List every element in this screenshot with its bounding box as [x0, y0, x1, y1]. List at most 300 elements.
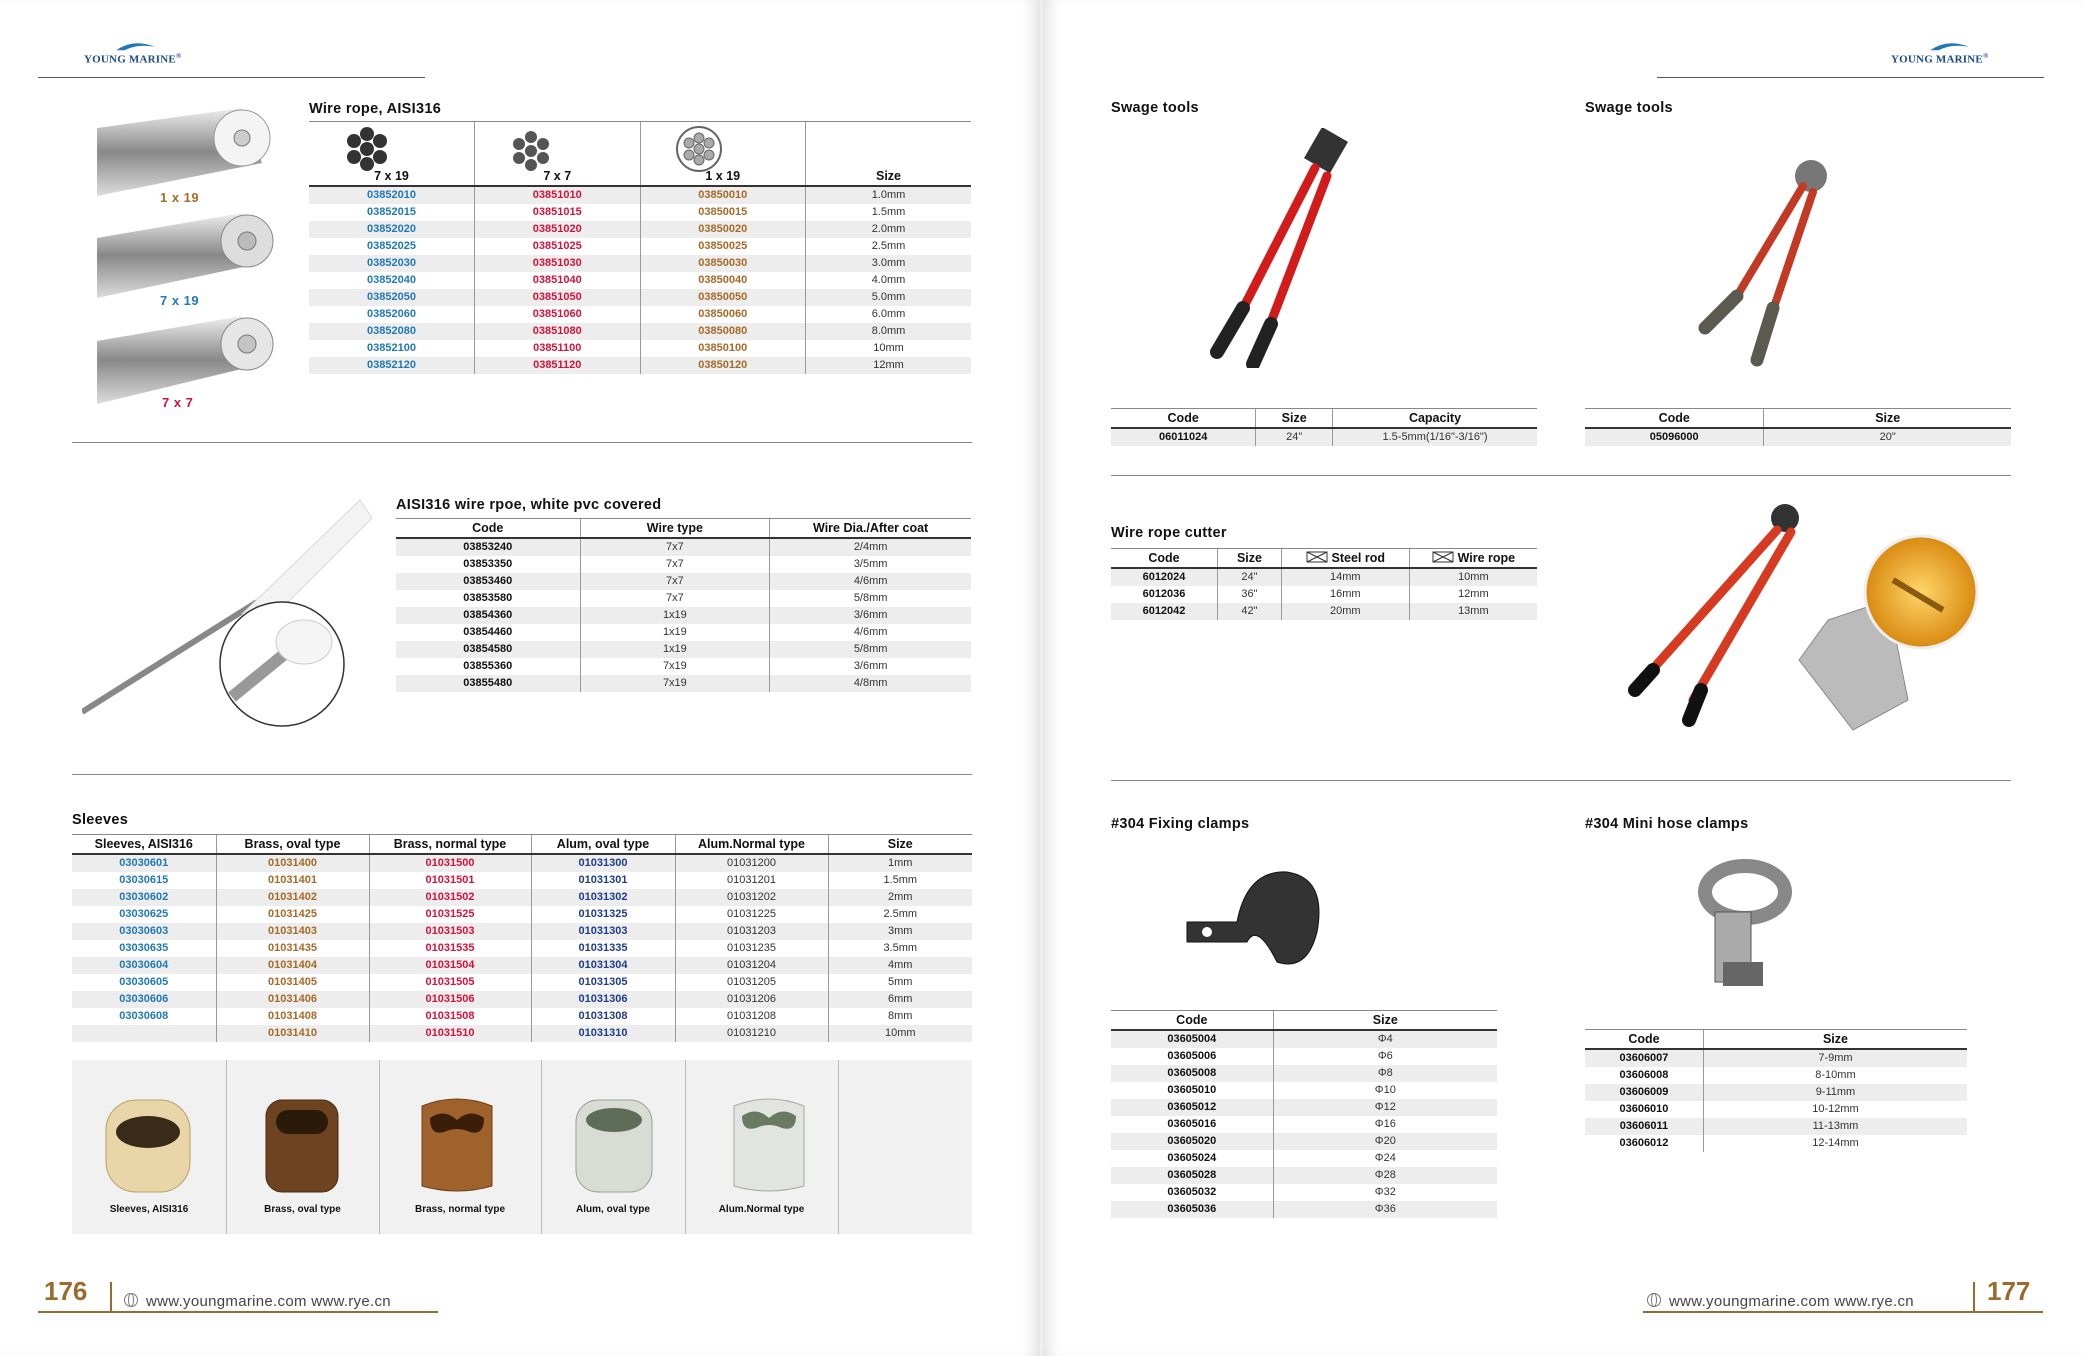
- table-cell: 01031502: [369, 889, 531, 906]
- table-cell: 7x19: [580, 658, 770, 675]
- table-cell: 03850040: [640, 272, 806, 289]
- swage2-table: [1585, 408, 2011, 446]
- table-cell: 03854360: [396, 607, 580, 624]
- table-cell: 14mm: [1281, 568, 1409, 586]
- side-label-7x7: 7 x 7: [162, 395, 194, 410]
- table-cell: 03605012: [1111, 1099, 1273, 1116]
- table-cell: 2.0mm: [806, 221, 972, 238]
- table-row: [1111, 1201, 1497, 1218]
- table-cell: 01031401: [216, 872, 369, 889]
- table-cell: 03855360: [463, 660, 513, 672]
- table-cell: 03850100: [640, 340, 806, 357]
- table-cell: 1.5mm: [828, 872, 972, 889]
- table-cell: 03605004: [1111, 1030, 1273, 1048]
- table-cell: 10mm: [1409, 568, 1537, 586]
- table-cell: 01031435: [216, 940, 369, 957]
- sleeve-brass-oval-image: [262, 1096, 342, 1196]
- table-row: [72, 906, 972, 923]
- steel-rod-icon: [1306, 551, 1328, 563]
- table-row: [1111, 1133, 1497, 1150]
- wire-rope-images: [92, 108, 277, 408]
- table-row: [396, 641, 971, 658]
- table-cell: 03851050: [475, 289, 641, 306]
- table-row: [1585, 1135, 1967, 1152]
- table-cell: 6012036: [1142, 588, 1186, 600]
- table-cell: 20mm: [1281, 603, 1409, 620]
- table-cell: 01031406: [216, 991, 369, 1008]
- sleeves-title: Sleeves: [72, 812, 129, 828]
- table-cell: 06011024: [1111, 428, 1256, 446]
- brand-name: YOUNG MARINE: [1891, 53, 1983, 66]
- table-cell: Φ16: [1273, 1116, 1497, 1133]
- table-row: [396, 556, 971, 573]
- footer-url-right-text: www.youngmarine.com www.rye.cn: [1669, 1293, 1914, 1310]
- table-cell: 01031304: [531, 957, 675, 974]
- table-row: [1585, 1084, 1967, 1101]
- table-cell: 8-10mm: [1703, 1067, 1967, 1084]
- table-cell: 9-11mm: [1703, 1084, 1967, 1101]
- brand-name: YOUNG MARINE: [84, 53, 176, 66]
- table-row: [72, 872, 972, 889]
- table-cell: 5/8mm: [770, 590, 971, 607]
- table-cell: 03030604: [72, 957, 216, 974]
- swage2-header-size: Size: [1764, 409, 2011, 429]
- rope-7x7-image: [97, 316, 273, 404]
- logo-wave-icon: [1898, 40, 1988, 52]
- table-cell: 03030605: [119, 976, 169, 988]
- table-cell: 2/4mm: [770, 538, 971, 556]
- table-row: [1111, 1184, 1497, 1201]
- table-cell: 01031503: [369, 923, 531, 940]
- table-cell: [72, 1025, 216, 1042]
- caption-aisi: Sleeves, AISI316: [109, 1204, 189, 1215]
- table-row: [1585, 1049, 1967, 1067]
- table-cell: 1.5mm: [806, 204, 972, 221]
- table-cell: 4.0mm: [806, 272, 972, 289]
- table-cell: 01031408: [216, 1008, 369, 1025]
- sleeves-table: [72, 834, 972, 1042]
- table-cell: 03854460: [463, 626, 513, 638]
- table-cell: 03852025: [367, 239, 416, 252]
- header-rule: [1657, 77, 2044, 78]
- header-7x19-label: 7 x 19: [374, 168, 409, 183]
- table-cell: 12-14mm: [1703, 1135, 1967, 1152]
- table-cell: 36": [1218, 586, 1282, 603]
- table-cell: 01031400: [216, 854, 369, 872]
- table-row: [1111, 428, 1537, 446]
- side-label-7x19: 7 x 19: [160, 293, 200, 308]
- left-page: [0, 0, 1040, 1356]
- table-cell: 6mm: [828, 991, 972, 1008]
- table-cell: 01031410: [216, 1025, 369, 1042]
- table-cell: 03852015: [367, 205, 416, 218]
- fixing-table: [1111, 1010, 1497, 1218]
- table-cell: 6012042: [1111, 603, 1218, 620]
- table-cell: 03852020: [309, 221, 475, 238]
- table-row: [309, 255, 971, 272]
- sleeve-alum-oval-image: [572, 1096, 656, 1196]
- table-row: [396, 658, 971, 675]
- hose-header-code: Code: [1585, 1030, 1703, 1050]
- table-cell: 01031235: [675, 940, 828, 957]
- table-cell: 03852120: [309, 357, 475, 374]
- table-row: [1111, 1116, 1497, 1133]
- section-separator: [72, 442, 972, 443]
- swage1-table: [1111, 408, 1537, 446]
- table-cell: 01031306: [531, 991, 675, 1008]
- pvc-wire-image: [82, 492, 372, 732]
- table-cell: 05096000: [1585, 428, 1764, 446]
- table-cell: 01031208: [675, 1008, 828, 1025]
- table-cell: 01031404: [216, 957, 369, 974]
- table-cell: 01031203: [675, 923, 828, 940]
- table-row: [396, 624, 971, 641]
- fixing-clamp-image: [1177, 862, 1327, 982]
- table-row: [309, 323, 971, 340]
- sleeve-images-panel: [72, 1060, 972, 1234]
- table-cell: 03605028: [1111, 1167, 1273, 1184]
- cutter-title: Wire rope cutter: [1111, 525, 1227, 541]
- swage1-header-code: Code: [1111, 409, 1256, 429]
- table-cell: 01031206: [675, 991, 828, 1008]
- table-cell: 7-9mm: [1703, 1049, 1967, 1067]
- cutter-header-steel-rod: [1281, 549, 1409, 569]
- table-cell: 20": [1764, 428, 2011, 446]
- table-cell: 01031504: [369, 957, 531, 974]
- table-cell: 01031210: [675, 1025, 828, 1042]
- table-cell: 01031501: [369, 872, 531, 889]
- table-cell: Φ24: [1273, 1150, 1497, 1167]
- table-cell: 01031506: [369, 991, 531, 1008]
- table-cell: 01031301: [531, 872, 675, 889]
- header-7x7-label: 7 x 7: [543, 168, 572, 183]
- sleeve-header-size: Size: [828, 835, 972, 855]
- table-cell: 12mm: [1409, 586, 1537, 603]
- sleeve-header-brass-oval: Brass, oval type: [216, 835, 369, 855]
- caption-brass-oval: Brass, oval type: [264, 1204, 341, 1215]
- table-row: [1111, 586, 1537, 603]
- table-cell: 03852100: [367, 341, 416, 354]
- table-cell: 03850050: [640, 289, 806, 306]
- table-row: [396, 675, 971, 692]
- table-cell: 5/8mm: [770, 641, 971, 658]
- sleeve-header-aisi: Sleeves, AISI316: [72, 835, 216, 855]
- section-separator: [1111, 475, 2011, 476]
- table-cell: 5mm: [828, 974, 972, 991]
- footer-bar: [110, 1282, 112, 1312]
- table-row: [309, 238, 971, 255]
- wire-rope-icon: [1432, 551, 1454, 563]
- swage-tool-1-image: [1203, 128, 1353, 368]
- table-cell: Φ36: [1273, 1201, 1497, 1218]
- table-cell: 01031405: [216, 974, 369, 991]
- section-separator: [72, 774, 972, 775]
- table-cell: 3/6mm: [770, 607, 971, 624]
- table-cell: 03850060: [640, 306, 806, 323]
- table-cell: Φ28: [1273, 1167, 1497, 1184]
- table-cell: 03851020: [475, 221, 641, 238]
- table-row: [309, 186, 971, 204]
- table-cell: 03851120: [475, 357, 641, 374]
- table-cell: 10mm: [828, 1025, 972, 1042]
- rope-1x19-image: [97, 108, 270, 196]
- table-cell: 03852040: [367, 273, 416, 286]
- table-cell: 6012024: [1111, 568, 1218, 586]
- footer-url-right[interactable]: [1647, 1293, 1914, 1310]
- table-cell: Φ32: [1273, 1184, 1497, 1201]
- table-cell: 03851025: [475, 238, 641, 255]
- table-cell: 2.5mm: [828, 906, 972, 923]
- table-cell: 03605010: [1167, 1084, 1217, 1096]
- table-cell: 03855480: [396, 675, 580, 692]
- fixing-header-code: Code: [1111, 1011, 1273, 1031]
- table-row: [72, 1008, 972, 1025]
- table-cell: Φ20: [1273, 1133, 1497, 1150]
- table-cell: 03851010: [475, 186, 641, 204]
- table-cell: 01031325: [531, 906, 675, 923]
- footer-url-left-text: www.youngmarine.com www.rye.cn: [146, 1293, 391, 1310]
- table-cell: 03606010: [1619, 1103, 1669, 1115]
- table-cell: 03606011: [1585, 1118, 1703, 1135]
- table-cell: 03850120: [640, 357, 806, 374]
- table-cell: 4/8mm: [770, 675, 971, 692]
- table-cell: 03030606: [72, 991, 216, 1008]
- table-cell: 2mm: [828, 889, 972, 906]
- table-cell: 01031525: [369, 906, 531, 923]
- swage1-header-size: Size: [1256, 409, 1333, 429]
- table-cell: 1.5-5mm(1/16"-3/16"): [1333, 428, 1538, 446]
- table-row: [309, 204, 971, 221]
- caption-alum-oval: Alum, oval type: [576, 1204, 650, 1215]
- table-cell: 03030601: [72, 854, 216, 872]
- table-cell: 8mm: [828, 1008, 972, 1025]
- table-cell: 03606008: [1619, 1069, 1669, 1081]
- table-cell: 2.5mm: [806, 238, 972, 255]
- table-cell: 03605020: [1111, 1133, 1273, 1150]
- table-cell: 03853460: [396, 573, 580, 590]
- table-cell: 03606012: [1619, 1137, 1669, 1149]
- sleeve-header-brass-normal: Brass, normal type: [369, 835, 531, 855]
- table-cell: 4mm: [828, 957, 972, 974]
- table-cell: 01031505: [369, 974, 531, 991]
- table-row: [309, 357, 971, 374]
- table-cell: 03030625: [119, 908, 169, 920]
- table-cell: 03030615: [119, 874, 169, 886]
- pvc-title: AISI316 wire rpoe, white pvc covered: [396, 497, 662, 513]
- table-cell: 6.0mm: [806, 306, 972, 323]
- table-row: [1585, 1118, 1967, 1135]
- pvc-header-code: Code: [396, 519, 580, 539]
- table-cell: 7x7: [580, 573, 770, 590]
- table-cell: 01031300: [531, 854, 675, 872]
- table-cell: 7x7: [580, 556, 770, 573]
- table-cell: 3/6mm: [770, 658, 971, 675]
- table-cell: 01031305: [531, 974, 675, 991]
- fixing-title: #304 Fixing clamps: [1111, 816, 1250, 832]
- table-cell: 5.0mm: [806, 289, 972, 306]
- table-cell: 1x19: [580, 641, 770, 658]
- table-cell: 03852030: [309, 255, 475, 272]
- hose-header-size: Size: [1703, 1030, 1967, 1050]
- table-row: [396, 607, 971, 624]
- table-cell: 01031508: [369, 1008, 531, 1025]
- table-row: [396, 538, 971, 556]
- swage2-header-code: Code: [1585, 409, 1764, 429]
- table-cell: 13mm: [1409, 603, 1537, 620]
- table-row: [396, 590, 971, 607]
- table-row: [1111, 1082, 1497, 1099]
- table-cell: 03606009: [1585, 1084, 1703, 1101]
- table-cell: 01031202: [675, 889, 828, 906]
- table-cell: 01031200: [675, 854, 828, 872]
- swage1-header-capacity: Capacity: [1333, 409, 1538, 429]
- table-row: [1111, 603, 1537, 620]
- table-cell: 8.0mm: [806, 323, 972, 340]
- table-row: [1111, 1167, 1497, 1184]
- table-cell: 03030603: [72, 923, 216, 940]
- cutter-header-steel-rod-label: Steel rod: [1331, 551, 1386, 565]
- table-row: [309, 340, 971, 357]
- table-cell: 01031403: [216, 923, 369, 940]
- table-cell: 03030635: [119, 942, 169, 954]
- table-row: [1585, 1101, 1967, 1118]
- strand-7x19-icon: [343, 125, 391, 173]
- table-row: [309, 221, 971, 238]
- table-cell: 03606007: [1585, 1049, 1703, 1067]
- table-cell: 01031303: [531, 923, 675, 940]
- table-cell: 01031310: [531, 1025, 675, 1042]
- brand-logo: [1891, 40, 1988, 66]
- table-cell: 03850080: [640, 323, 806, 340]
- table-cell: 3/5mm: [770, 556, 971, 573]
- table-cell: 03853240: [396, 538, 580, 556]
- table-cell: 03851015: [475, 204, 641, 221]
- table-row: [1111, 1099, 1497, 1116]
- table-cell: 03851060: [475, 306, 641, 323]
- globe-icon: [124, 1293, 138, 1307]
- brand-logo: [84, 40, 181, 66]
- table-cell: 01031425: [216, 906, 369, 923]
- header-7x7: [475, 122, 641, 186]
- cutter-header-wire-rope-label: Wire rope: [1457, 551, 1516, 565]
- swage2-title: Swage tools: [1585, 100, 1673, 116]
- table-cell: 03852010: [309, 186, 475, 204]
- table-row: [72, 889, 972, 906]
- table-cell: 03605032: [1167, 1186, 1217, 1198]
- sleeve-aisi-image: [102, 1096, 194, 1196]
- table-cell: 1x19: [580, 624, 770, 641]
- sleeve-header-alum-normal: Alum.Normal type: [675, 835, 828, 855]
- table-cell: 24": [1256, 428, 1333, 446]
- table-row: [1111, 1065, 1497, 1082]
- table-cell: 01031302: [531, 889, 675, 906]
- table-cell: 1x19: [580, 607, 770, 624]
- side-label-1x19: 1 x 19: [160, 190, 200, 205]
- table-row: [1585, 428, 2011, 446]
- table-cell: 3.5mm: [828, 940, 972, 957]
- table-cell: 7x7: [580, 538, 770, 556]
- table-cell: 4/6mm: [770, 573, 971, 590]
- right-page: [1043, 0, 2083, 1356]
- footer-url-left[interactable]: [124, 1293, 391, 1310]
- hose-table: [1585, 1029, 1967, 1152]
- table-cell: 03853350: [463, 558, 513, 570]
- table-cell: Φ6: [1273, 1048, 1497, 1065]
- table-cell: Φ12: [1273, 1099, 1497, 1116]
- table-cell: 03605006: [1167, 1050, 1217, 1062]
- table-cell: Φ10: [1273, 1082, 1497, 1099]
- table-cell: 03851080: [475, 323, 641, 340]
- header-rule: [38, 77, 425, 78]
- header-1x19: [640, 122, 806, 186]
- table-cell: 03605024: [1167, 1152, 1217, 1164]
- table-cell: 01031204: [675, 957, 828, 974]
- table-cell: 10mm: [806, 340, 972, 357]
- strand-1x19-icon: [675, 125, 723, 173]
- strand-7x7-icon: [509, 129, 553, 173]
- table-cell: 3.0mm: [806, 255, 972, 272]
- hose-clamp-image: [1693, 852, 1793, 1002]
- table-cell: 4/6mm: [770, 624, 971, 641]
- table-cell: 01031205: [675, 974, 828, 991]
- table-cell: 03850015: [640, 204, 806, 221]
- table-cell: 03852060: [367, 307, 416, 320]
- table-cell: 11-13mm: [1703, 1118, 1967, 1135]
- wire-rope-title: Wire rope, AISI316: [309, 101, 442, 117]
- table-cell: 01031225: [675, 906, 828, 923]
- table-cell: Φ4: [1273, 1030, 1497, 1048]
- table-row: [309, 289, 971, 306]
- table-row: [1585, 1067, 1967, 1084]
- swage1-title: Swage tools: [1111, 100, 1199, 116]
- table-cell: 3mm: [828, 923, 972, 940]
- brand-mark: ®: [175, 52, 182, 60]
- table-cell: 03852050: [309, 289, 475, 306]
- table-row: [72, 854, 972, 872]
- table-cell: 03605036: [1111, 1201, 1273, 1218]
- logo-wave-icon: [84, 40, 174, 52]
- table-cell: 03851100: [475, 340, 641, 357]
- table-cell: 10-12mm: [1703, 1101, 1967, 1118]
- cutter-table: [1111, 548, 1537, 620]
- table-cell: 7x19: [580, 675, 770, 692]
- brand-mark: ®: [1982, 52, 1989, 60]
- table-cell: 01031402: [216, 889, 369, 906]
- table-row: [72, 923, 972, 940]
- footer-line: [38, 1311, 438, 1313]
- table-cell: 03851040: [475, 272, 641, 289]
- pvc-table: [396, 518, 971, 692]
- table-cell: 1.0mm: [806, 186, 972, 204]
- cutter-header-wire-rope: [1409, 549, 1537, 569]
- footer-bar: [1973, 1282, 1975, 1312]
- table-cell: 03030608: [119, 1010, 169, 1022]
- pvc-header-wire-type: Wire type: [580, 519, 770, 539]
- table-cell: 03853580: [463, 592, 513, 604]
- sleeve-alum-normal-image: [724, 1096, 814, 1196]
- table-cell: 03854580: [396, 641, 580, 658]
- table-cell: 03605008: [1111, 1065, 1273, 1082]
- table-cell: 03850030: [640, 255, 806, 272]
- sleeve-brass-normal-image: [412, 1096, 502, 1196]
- table-cell: 01031510: [369, 1025, 531, 1042]
- footer-line: [1643, 1311, 2043, 1313]
- caption-alum-normal: Alum.Normal type: [718, 1204, 805, 1215]
- table-row: [72, 957, 972, 974]
- page-number-left: 176: [44, 1276, 88, 1306]
- header-7x19: [309, 122, 475, 186]
- section-separator: [1111, 780, 2011, 781]
